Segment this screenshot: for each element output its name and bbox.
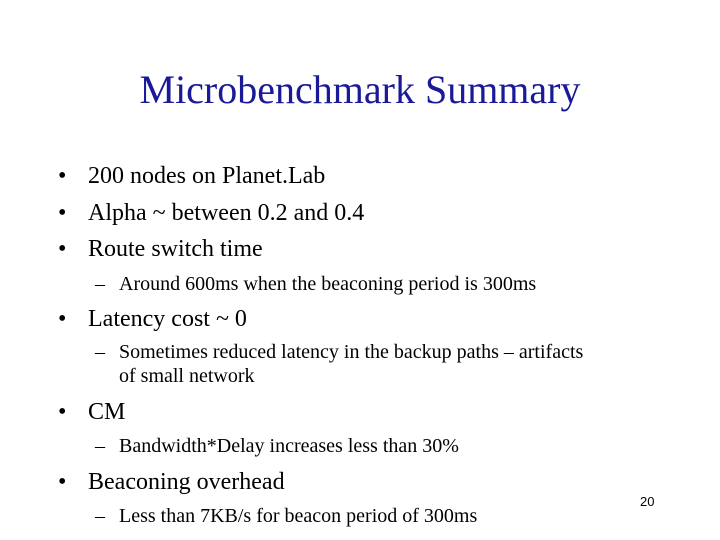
bullet-marker: • (58, 200, 67, 226)
bullet-item (58, 398, 125, 426)
sub-bullet-text: Bandwidth*Delay increases less than 30% (119, 435, 459, 457)
bullet-item (58, 235, 263, 263)
bullet-text: 200 nodes on Planet.Lab (88, 163, 326, 189)
sub-bullet-marker: – (95, 435, 105, 457)
sub-bullet-text: Sometimes reduced latency in the backup paths – artifacts of small network (119, 341, 584, 387)
bullet-item (58, 305, 247, 333)
bullet-marker: • (58, 163, 67, 189)
sub-bullet-item (95, 272, 639, 296)
bullet-item (58, 162, 325, 190)
sub-bullet-text: Around 600ms when the beaconing period is 300ms (119, 273, 537, 295)
bullet-item (58, 199, 364, 227)
bullet-text: Route switch time (88, 236, 263, 262)
sub-bullet-marker: – (95, 341, 105, 363)
bullet-item (58, 468, 285, 496)
bullet-text: Beaconing overhead (88, 469, 285, 495)
bullet-text: Latency cost ~ 0 (88, 306, 247, 332)
sub-bullet-item (95, 504, 639, 528)
sub-bullet-marker: – (95, 505, 105, 527)
page-number: 20 (640, 494, 655, 509)
bullet-text: Alpha ~ between 0.2 and 0.4 (88, 200, 365, 226)
sub-bullet-text: Less than 7KB/s for beacon period of 300ms (119, 505, 478, 527)
sub-bullet-marker: – (95, 273, 105, 295)
bullet-marker: • (58, 306, 67, 332)
slide-title: Microbenchmark Summary (139, 67, 581, 112)
bullet-marker: • (58, 236, 67, 262)
sub-bullet-item (95, 340, 594, 388)
bullet-marker: • (58, 469, 67, 495)
bullet-marker: • (58, 399, 67, 425)
bullet-text: CM (88, 399, 126, 425)
sub-bullet-item (95, 434, 639, 458)
